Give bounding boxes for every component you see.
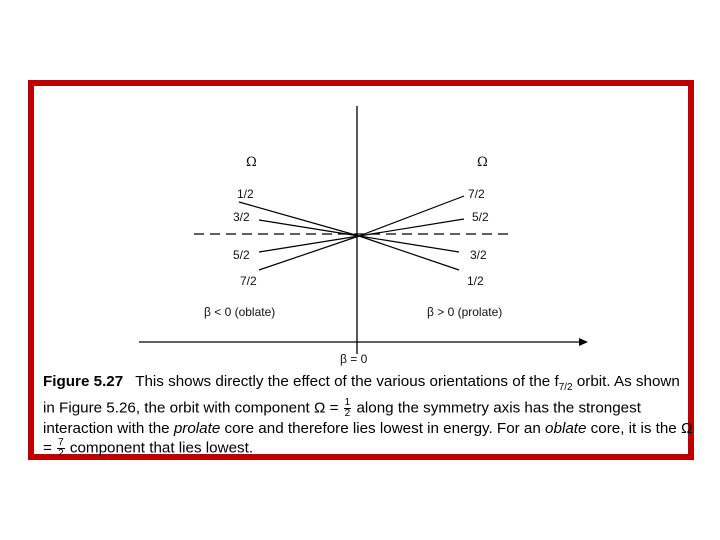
left-line-1-2 — [239, 202, 359, 236]
fraction-1-denominator: 2 — [344, 407, 351, 419]
caption-subscript: 7/2 — [558, 382, 573, 394]
left-label-1-2: 1/2 — [237, 187, 254, 201]
fraction-2-denominator: 2 — [58, 448, 64, 460]
oblate-region-label: β < 0 (oblate) — [204, 305, 276, 319]
fraction-seven-half — [57, 438, 65, 459]
right-label-5-2: 5/2 — [472, 210, 489, 224]
caption-text-1: This shows directly the effect of the various orientations of the f — [135, 373, 559, 390]
caption-emphasis-prolate: prolate — [173, 419, 221, 437]
fraction-1-numerator: 1 — [344, 396, 351, 408]
caption-emphasis-oblate: oblate — [545, 419, 587, 437]
prolate-region-label: β > 0 (prolate) — [427, 305, 503, 319]
figure-label: Figure 5.27 — [43, 373, 124, 390]
orbit-orientation-diagram — [34, 86, 688, 371]
right-label-1-2: 1/2 — [467, 274, 484, 288]
right-line-1-2 — [359, 236, 459, 270]
caption-text-5: core, it is the Ω = — [43, 419, 693, 457]
fraction-2-numerator: 7 — [58, 437, 64, 449]
left-line-5-2 — [259, 236, 359, 252]
left-label-5-2: 5/2 — [233, 248, 250, 262]
figure-caption — [43, 372, 693, 459]
right-line-7-2 — [359, 196, 464, 236]
right-omega-header: Ω — [477, 155, 488, 170]
caption-text-4: core and therefore lies lowest in energy. For an — [220, 419, 546, 437]
caption-text-3: along the symmetry axis has the strongest interaction with the — [43, 399, 641, 437]
left-omega-header: Ω — [246, 155, 257, 170]
figure-frame — [28, 80, 694, 460]
caption-text-6: component that lies lowest. — [65, 439, 254, 457]
axis-arrowhead — [579, 338, 588, 346]
left-label-3-2: 3/2 — [233, 210, 250, 224]
right-label-7-2: 7/2 — [468, 187, 485, 201]
right-label-3-2: 3/2 — [470, 248, 487, 262]
fraction-one-half — [344, 398, 352, 419]
caption-text-2: orbit. As shown in Figure 5.26, the orbit with component Ω = — [43, 373, 680, 417]
left-label-7-2: 7/2 — [240, 274, 257, 288]
left-line-7-2 — [259, 236, 359, 270]
right-line-3-2 — [359, 236, 459, 252]
beta-zero-label: β = 0 — [340, 352, 368, 366]
